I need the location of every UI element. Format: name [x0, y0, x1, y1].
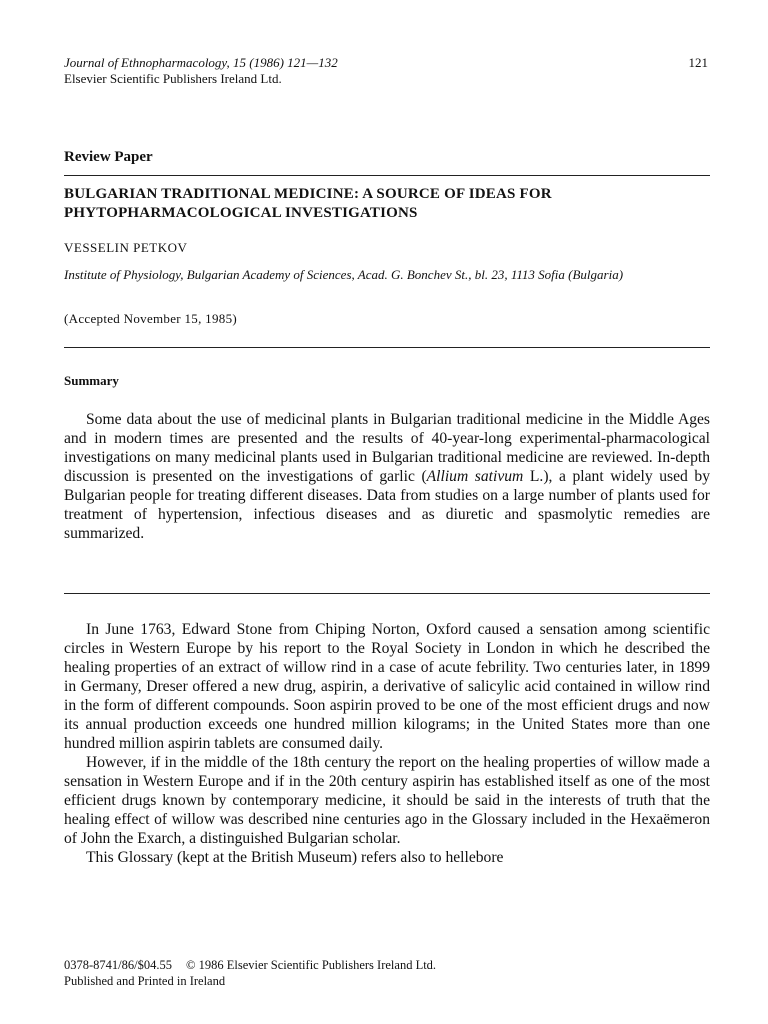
footer-code: 0378-8741/86/$04.55 — [64, 958, 172, 972]
summary-heading: Summary — [64, 373, 119, 388]
summary-text-part-2: L.), a plant widely used by Bulgarian people for treating different diseases. Data from studies on a large number of plants used for treatment of hypertension, infectious diseases and as diuretic and spasmolytic remedies are summarized. — [64, 468, 710, 542]
publisher-line: Elsevier Scientific Publishers Ireland Ltd. — [64, 71, 282, 86]
article-title: BULGARIAN TRADITIONAL MEDICINE: A SOURCE OF IDEAS FOR PHYTOPHARMACOLOGICAL INVESTIGATIONS — [64, 186, 552, 221]
footer-copyright: © 1986 Elsevier Scientific Publishers Ireland Ltd. — [185, 958, 437, 972]
summary-top-rule — [64, 347, 710, 348]
journal-citation: Journal of Ethnopharmacology, 15 (1986) 121—132 — [64, 55, 338, 70]
body-paragraph-1: In June 1763, Edward Stone from Chiping Norton, Oxford caused a sensation among scientific circles in Western Europe by his report to the Royal Society in London in which he described the healing properties of an extract of willow rind in a case of acute febrility. Two centuries later, in 1899 in Germany, Dreser offered a new drug, aspirin, a derivative of salicylic acid contained in willow rind in the form of different compounds. Soon aspirin proved to be one of the most efficient drugs and now its annual production exceeds one hundred million kilograms; in the United States more than one hundred million aspirin tablets are consumed daily. — [64, 621, 710, 752]
species-name: Allium sativum — [426, 468, 524, 485]
body-text — [64, 620, 710, 867]
summary-bottom-rule — [64, 593, 710, 594]
body-paragraph-2: However, if in the middle of the 18th century the report on the healing properties of willow made a sensation in Western Europe and if in the 20th century aspirin has established itself as one of the most efficient drugs known by contemporary medicine, it should be said in the interests of truth that the healing effect of willow was described nine centuries ago in the Glossary included in the Hexaëmeron of John the Exarch, a distinguished Bulgarian scholar. — [64, 754, 710, 847]
author-affiliation: Institute of Physiology, Bulgarian Academy of Sciences, Acad. G. Bonchev St., bl. 23, 1113 Sofia (Bulgaria) — [64, 267, 624, 282]
article-type: Review Paper — [64, 149, 153, 165]
accepted-date: (Accepted November 15, 1985) — [64, 311, 238, 326]
page-number: 121 — [688, 55, 708, 70]
summary-paragraph — [64, 410, 710, 543]
author-name: VESSELIN PETKOV — [64, 240, 188, 255]
title-top-rule — [64, 175, 710, 176]
footer-line — [64, 958, 436, 973]
body-paragraph-3: This Glossary (kept at the British Museum) refers also to hellebore — [86, 849, 504, 866]
footer-printed: Published and Printed in Ireland — [64, 974, 226, 988]
summary-text-part-1: Some data about the use of medicinal plants in Bulgarian traditional medicine in the Middle Ages and in modern times are presented and the results of 40-year-long experimental-pharmacological investigations on many medicinal plants used in Bulgarian traditional medicine are reviewed. In-depth discussion is presented on the investigations of garlic ( — [64, 411, 710, 485]
